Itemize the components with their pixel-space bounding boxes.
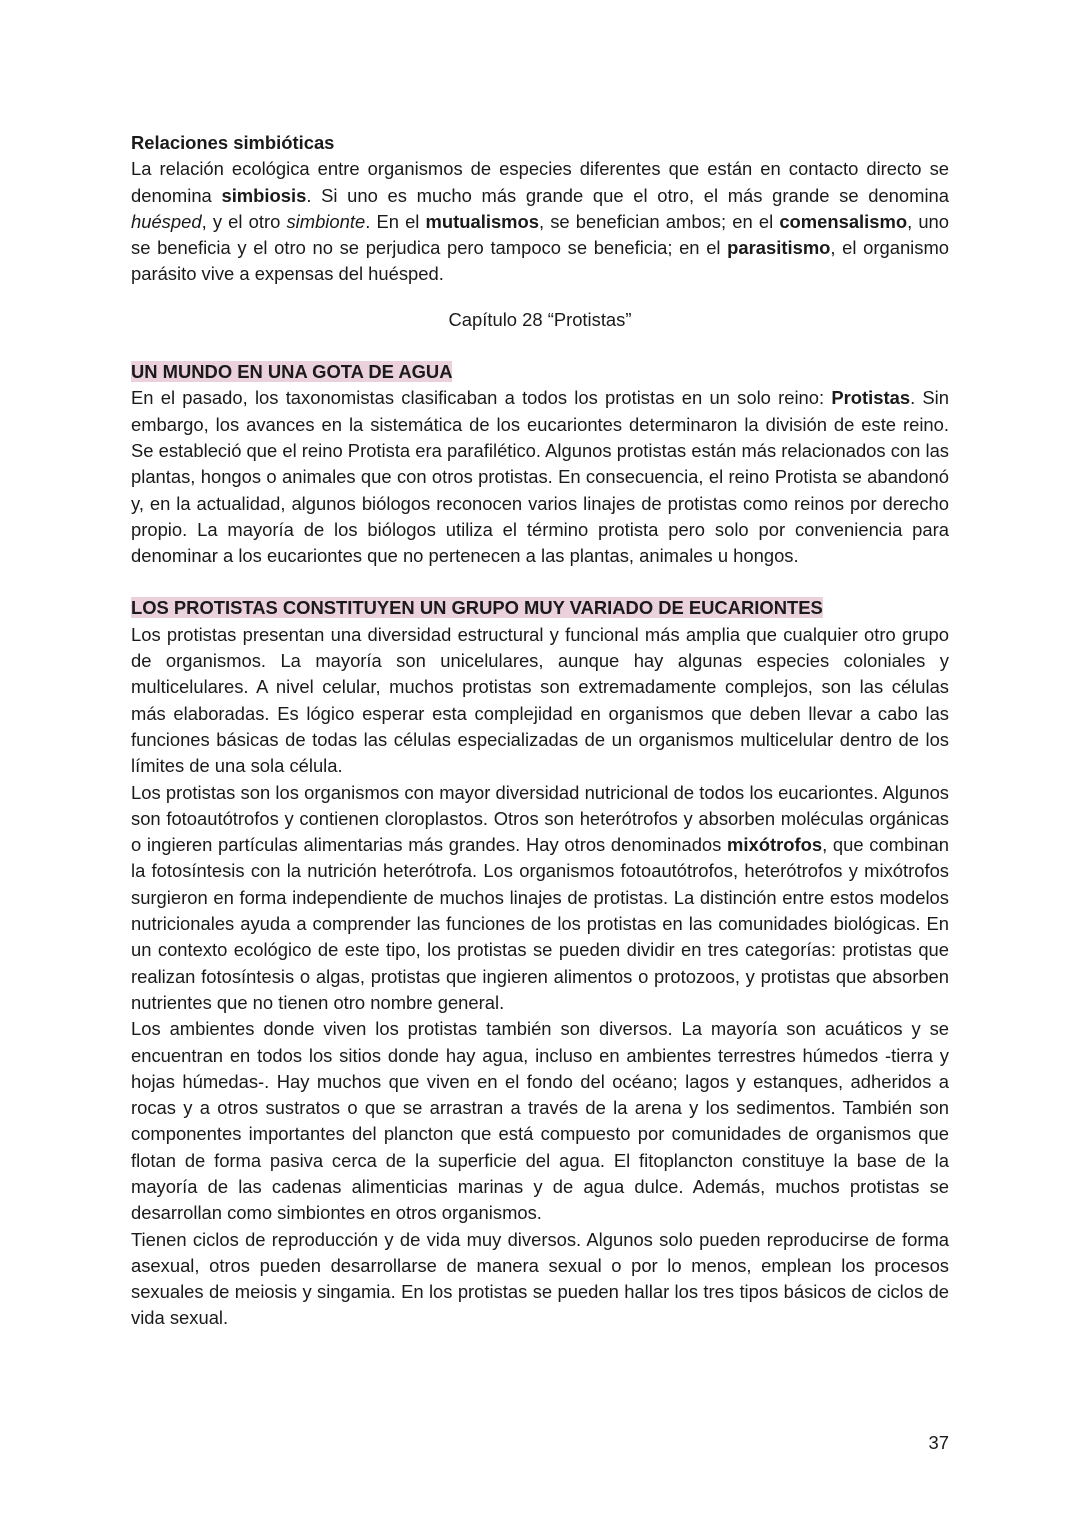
bold-term: simbiosis — [221, 184, 307, 206]
bold-term: comensalismo — [779, 210, 908, 232]
section-body — [131, 622, 949, 1332]
bold-term: mixótrofos — [727, 834, 823, 856]
text-run: Los protistas presentan una diversidad estructural y funcional más amplia que cualquier otro grupo de organismos. La mayoría son unicelulares, aunque hay algunas especies coloniales y multicelulares. A nivel celular, muchos protistas son extremadamente complejos, son las células más elaboradas. Es lógico esperar esta complejidad en organismos que deben llevar a cabo las funciones básicas de todas las células especializadas de un organismos multicelular dentro de los límites de una sola célula. — [131, 623, 949, 777]
chapter-title: Capítulo 28 “Protistas” — [448, 308, 632, 330]
section-body — [131, 156, 949, 287]
section-body — [131, 385, 949, 569]
text-run: Los protistas son los organismos con mayor diversidad nutricional de todos los eucariontes. Algunos son fotoautótrofos y contienen cloroplastos. Otros son heterótrofos y absorben moléculas orgánicas o ingieren partículas alimentarias más grandes. Hay otros denominados — [131, 781, 949, 856]
bold-term: mutualismos — [425, 210, 539, 232]
section-protists-varied-group — [131, 595, 949, 1331]
text-run: . En el — [365, 210, 426, 232]
text-run: , uno se beneficia y el otro no se perjudica pero tampoco se beneficia; en el — [131, 210, 950, 259]
section-heading-highlighted: UN MUNDO EN UNA GOTA DE AGUA — [131, 361, 453, 383]
paragraph — [131, 385, 949, 569]
bold-term: parasitismo — [727, 237, 831, 259]
text-run: . Sin embargo, los avances en la sistemática de los eucariontes determinaron la división de este reino. Se estableció que el reino Protista era parafilético. Algunos protistas están más relacionados con las plantas, hongos o animales que con otros protistas. En consecuencia, el reino Protista se abandonó y, en la actualidad, algunos biólogos reconocen varios linajes de protistas como reinos por derecho propio. La mayoría de los biólogos utiliza el término protista pero solo por conveniencia para denominar a los eucariontes que no pertenecen a las plantas, animales u hongos. — [131, 387, 949, 567]
paragraph — [131, 622, 949, 780]
paragraph — [131, 1227, 949, 1332]
paragraph — [131, 156, 949, 287]
text-run: Tienen ciclos de reproducción y de vida muy diversos. Algunos solo pueden reproducirse de forma asexual, otros pueden desarrollarse de manera sexual o por lo menos, emplean los procesos sexuales de meiosis y singamia. En los protistas se pueden hallar los tres tipos básicos de ciclos de vida sexual. — [131, 1228, 949, 1329]
text-run: En el pasado, los taxonomistas clasificaban a todos los protistas en un solo reino: — [131, 387, 832, 409]
section-symbiotic-relations — [131, 130, 949, 288]
text-run: , y el otro — [201, 210, 287, 232]
page-number: 37 — [928, 1432, 949, 1453]
section-world-in-a-drop — [131, 359, 949, 569]
bold-term: Protistas — [831, 387, 911, 409]
document-page — [131, 130, 949, 1332]
italic-term: huésped — [131, 210, 202, 232]
text-run: , el organismo parásito vive a expensas del huésped. — [131, 237, 950, 285]
paragraph — [131, 1016, 949, 1226]
section-heading-highlighted: LOS PROTISTAS CONSTITUYEN UN GRUPO MUY VARIADO DE EUCARIONTES — [131, 597, 823, 619]
text-run: , que combinan la fotosíntesis con la nutrición heterótrofa. Los organismos fotoautótrofos, heterótrofos y mixótrofos surgieron en forma independiente de muchos linajes de protistas. La distinción entre estos modelos nutricionales ayuda a comprender las funciones de los protistas en las comunidades biológicas. En un contexto ecológico de este tipo, los protistas se pueden dividir en tres categorías: protistas que realizan fotosíntesis o algas, protistas que ingieren alimentos o protozoos, y protistas que absorben nutrientes que no tienen otro nombre general. — [131, 834, 949, 1013]
text-run: . Si uno es mucho más grande que el otro, el más grande se denomina — [306, 184, 949, 206]
italic-term: simbionte — [286, 210, 366, 232]
text-run: , se benefician ambos; en el — [538, 210, 780, 232]
section-title: Relaciones simbióticas — [131, 132, 335, 153]
paragraph — [131, 780, 949, 1017]
text-run: Los ambientes donde viven los protistas también son diversos. La mayoría son acuáticos y se encuentran en todos los sitios donde hay agua, incluso en ambientes terrestres húmedos -tierra y hojas húmedas-. Hay muchos que viven en el fondo del océano; lagos y estanques, adheridos a rocas y a otros sustratos o que se arrastran a través de la arena y los sedimentos. También son componentes importantes del plancton que está compuesto por comunidades de organismos que flotan de forma pasiva cerca de la superficie del agua. El fitoplancton constituye la base de la mayoría de las cadenas alimenticias marinas y de agua dulce. Además, muchos protistas se desarrollan como simbiontes en otros organismos. — [131, 1018, 949, 1224]
text-run: La relación ecológica entre organismos de especies diferentes que están en contacto directo se denomina — [131, 158, 949, 206]
